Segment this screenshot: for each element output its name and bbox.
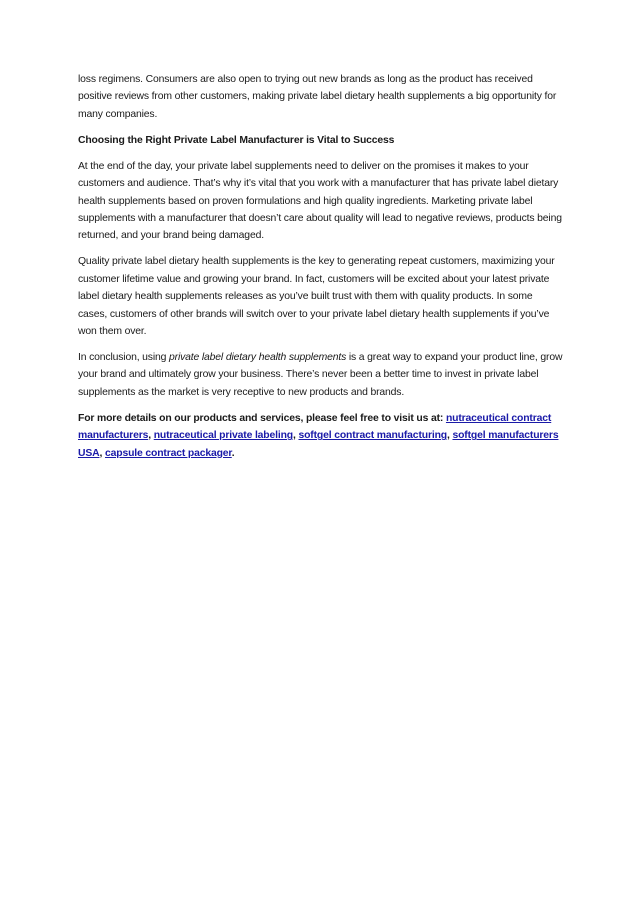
link-separator: , — [99, 447, 105, 459]
contact-end: . — [231, 447, 235, 459]
section-heading: Choosing the Right Private Label Manufacturer is Vital to Success — [78, 134, 395, 146]
paragraph-conclusion — [78, 349, 564, 401]
link-separator: , — [446, 430, 453, 442]
link-softgel-contract-manufacturing[interactable]: softgel contract manufacturing — [298, 430, 447, 442]
document-page — [78, 71, 564, 471]
link-separator: , — [293, 430, 299, 442]
paragraph-manufacturer: At the end of the day, your private label supplements need to deliver on the promises it makes to your customers and audience. That’s why it’s vital that you work with a manufacturer that has private label dietary health supplements based on proven formulations and high quality ingredients. Marketing private label supplements with a manufacturer that doesn’t care about quality will lead to negative reviews, products being returned, and your brand being damaged. — [78, 160, 562, 242]
conclusion-emphasis: private label dietary health supplements — [169, 352, 347, 364]
contact-paragraph — [78, 410, 564, 462]
link-separator: , — [148, 430, 154, 442]
conclusion-text-end: is a great way to expand your product line, grow your brand and ultimately grow your business. There’s never been a better time to invest in private label supplements as the market is very receptive to new products and brands. — [78, 352, 563, 398]
contact-intro: For more details on our products and services, please feel free to visit us at: — [78, 412, 446, 424]
link-nutraceutical-contract-manufacturers[interactable]: nutraceutical contract manufacturers — [78, 412, 552, 442]
link-softgel-manufacturers-usa[interactable]: softgel manufacturers USA — [78, 430, 559, 459]
link-capsule-contract-packager[interactable]: capsule contract packager — [104, 447, 232, 459]
link-nutraceutical-private-labeling[interactable]: nutraceutical private labeling — [153, 430, 293, 442]
conclusion-text-start: In conclusion, using — [78, 352, 170, 364]
paragraph-intro: loss regimens. Consumers are also open to trying out new brands as long as the product has received positive reviews from other customers, making private label dietary health supplements a big opportunity for many companies. — [78, 74, 557, 120]
paragraph-quality: Quality private label dietary health supplements is the key to generating repeat customers, maximizing your customer lifetime value and growing your brand. In fact, customers will be excited about your latest private label dietary health supplements releases as you’ve built trust with them with quality products. In some cases, customers of other brands will switch over to your private label dietary health supplements if you’ve won them over. — [78, 256, 555, 338]
